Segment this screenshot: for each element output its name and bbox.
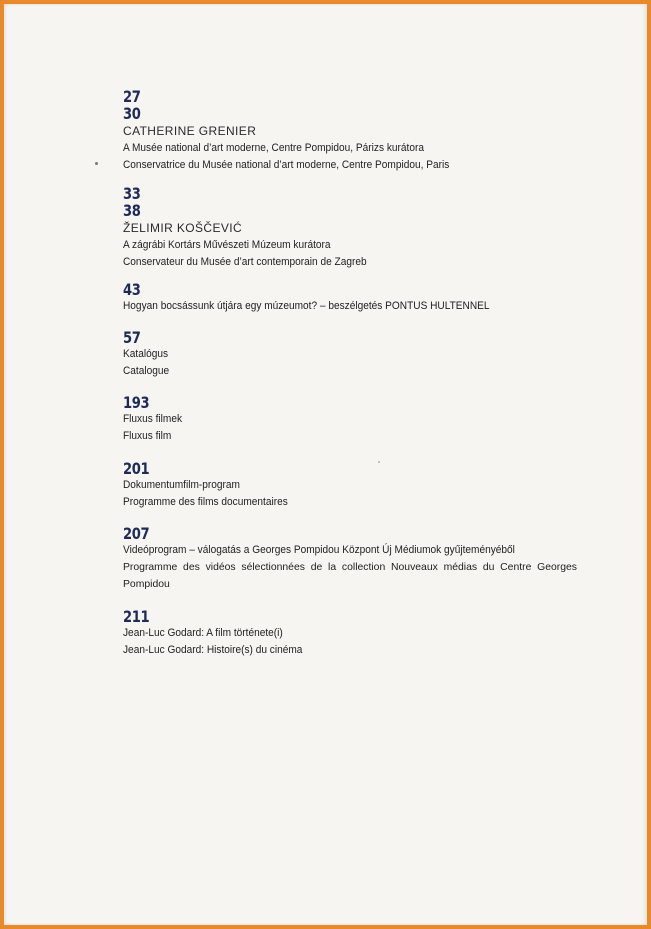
entry-line: Katalógus (123, 348, 169, 360)
entry-line: Catalogue (123, 365, 170, 377)
entry-line: Conservatrice du Musée national d’art moderne, Centre Pompidou, Paris (123, 159, 450, 171)
document-page (4, 4, 647, 925)
entry-line: Fluxus film (123, 430, 172, 442)
toc-entry-documentary (123, 460, 302, 511)
toc-entry-grenier (123, 88, 478, 174)
entry-line: Jean-Luc Godard: A film története(i) (123, 627, 283, 639)
speck-mark (95, 162, 98, 165)
page-number: 193 (123, 393, 150, 412)
entry-line: Fluxus filmek (123, 413, 183, 425)
author-name: CATHERINE GRENIER (123, 124, 257, 138)
entry-line: Programme des films documentaires (123, 496, 288, 508)
toc-entry-catalogue (123, 329, 173, 380)
toc-entry-koscevic (123, 185, 388, 271)
page-number: 33 (123, 184, 141, 203)
entry-line: Hogyan bocsássunk útjára egy múzeumot? – beszélgetés PONTUS HULTENNEL (123, 300, 490, 312)
toc-entry-video (123, 525, 577, 593)
speck-mark (378, 461, 380, 463)
page-number: 43 (123, 280, 141, 299)
entry-line: Programme des vidéos sélectionnées de la collection Nouveaux médias du Centre Georges Pompidou (123, 562, 577, 590)
toc-entry-godard (123, 608, 318, 659)
page-number: 211 (123, 607, 150, 626)
toc-entry-fluxus (123, 394, 187, 445)
page-number: 207 (123, 524, 150, 543)
author-name: ŽELIMIR KOŠČEVIĆ (123, 221, 243, 235)
entry-line: Conservateur du Musée d’art contemporain de Zagreb (123, 256, 367, 268)
entry-line: A zágrábi Kortárs Művészeti Múzeum kurátora (123, 239, 331, 251)
page-number: 27 (123, 87, 141, 106)
entry-line: Jean-Luc Godard: Histoire(s) du cinéma (123, 644, 303, 656)
entry-line: Dokumentumfilm-program (123, 479, 240, 491)
entry-line: Videóprogram – válogatás a Georges Pompidou Központ Új Médiumok gyűjteményéből (123, 544, 515, 556)
toc-entry-hulten (123, 281, 521, 315)
entry-line: A Musée national d’art moderne, Centre Pompidou, Párizs kurátora (123, 142, 424, 154)
page-number: 30 (123, 104, 141, 123)
page-number: 201 (123, 459, 150, 478)
page-number: 38 (123, 201, 141, 220)
page-number: 57 (123, 328, 141, 347)
